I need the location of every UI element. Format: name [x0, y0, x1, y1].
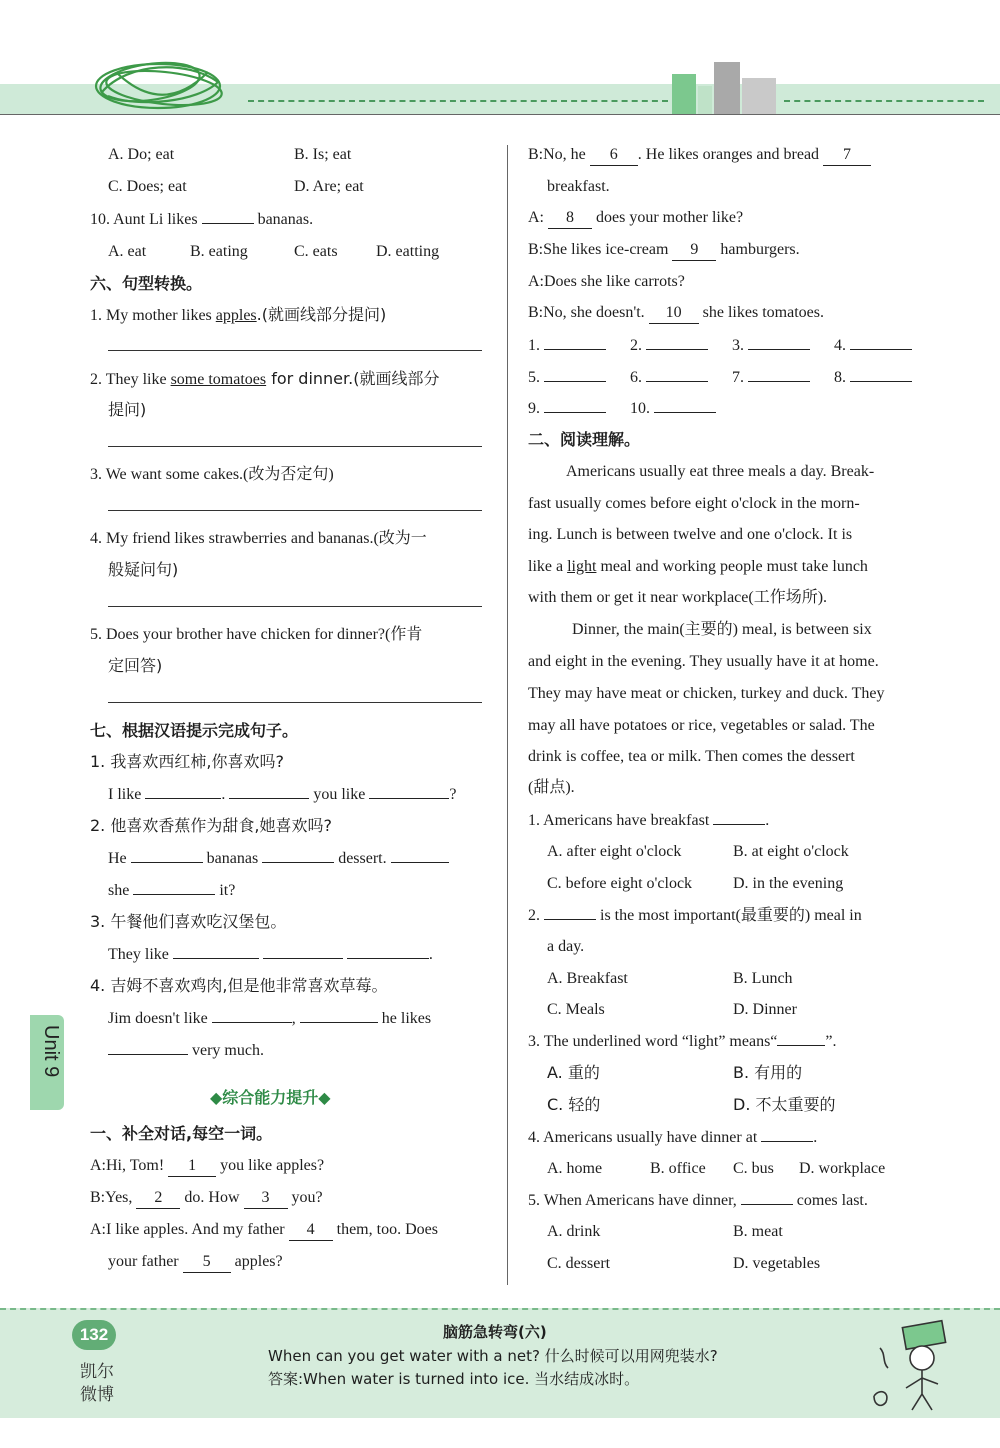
answer-slot-3 — [732, 335, 810, 356]
s6-q4-answer-line — [108, 606, 482, 607]
dialogue-title: 一、补全对话,每空一词。 — [90, 1124, 273, 1143]
s6-q3-answer-line — [108, 510, 482, 511]
page-number: 132 — [72, 1320, 116, 1350]
rq1-option-a: A. after eight o'clock — [547, 843, 682, 860]
s7-q3-blank3 — [347, 944, 429, 959]
answer-num: 5. — [528, 369, 540, 386]
q9-option-b: B. Is; eat — [294, 146, 352, 163]
dlg-blank-9: 9 — [672, 240, 716, 261]
rq2-pre: 2. — [528, 907, 540, 924]
rq3-option-b: B. 有用的 — [733, 1063, 803, 1082]
q10-stem — [90, 209, 313, 230]
dlg-l3-a: A:I like apples. And my father — [90, 1221, 285, 1238]
rq2-blank — [544, 905, 596, 920]
reading-title: 二、阅读理解。 — [528, 430, 641, 449]
brand-line1: 凯尔 — [80, 1362, 114, 1382]
s7-q1-english — [108, 784, 456, 805]
rq1-option-c: C. before eight o'clock — [547, 875, 693, 892]
s6-q2-answer-line — [108, 446, 482, 447]
s7-q4-blank2 — [300, 1008, 378, 1023]
answer-slot-1 — [528, 335, 606, 356]
rq5-text: 5. When Americans have dinner, — [528, 1192, 737, 1209]
answer-slot-7 — [732, 367, 810, 388]
rq5-option-c: C. dessert — [547, 1255, 611, 1272]
rq3-end: ”. — [825, 1033, 837, 1050]
s7-q2-blank2 — [262, 848, 334, 863]
s6-q2-underlined: some tomatoes — [170, 371, 267, 388]
s6-q1-post: .(就画线部分提问) — [256, 305, 387, 324]
s7-q1-part4: ? — [449, 786, 457, 803]
s6-q5-line2: 定回答) — [108, 656, 163, 675]
s7-q3-blank1 — [173, 944, 259, 959]
rq4-option-a: A. home — [547, 1160, 603, 1177]
passage-p2-line5: drink is coffee, tea or milk. Then comes the dessert — [528, 748, 855, 765]
answer-num: 6. — [630, 369, 642, 386]
answer-slot-6 — [630, 367, 708, 388]
s7-q1-blank2 — [229, 784, 309, 799]
s7-q1-chinese: 1. 我喜欢西红柿,你喜欢吗? — [90, 752, 284, 771]
dlg-blank-6: 6 — [590, 145, 638, 166]
answer-blank — [850, 335, 912, 350]
s7-q4-english-line2 — [108, 1040, 264, 1061]
s7-q4-part4: very much. — [192, 1042, 264, 1059]
q9-option-a: A. Do; eat — [108, 146, 175, 163]
answer-blank — [850, 367, 912, 382]
passage-p2-line4: may all have potatoes or rice, vegetables or salad. The — [528, 717, 875, 734]
dlg-blank-10: 10 — [649, 303, 699, 324]
dialogue-line-4 — [108, 1252, 283, 1273]
rq4-option-c: C. bus — [733, 1160, 774, 1177]
s6-q1-pre: 1. My mother likes — [90, 307, 216, 324]
s7-q2-blank4 — [133, 880, 215, 895]
right-dialogue-line-6 — [528, 303, 824, 324]
header-dash-right — [784, 100, 984, 102]
s6-q2 — [90, 369, 439, 390]
rq1-end: . — [765, 812, 770, 829]
dlg-l1-a: A:Hi, Tom! — [90, 1157, 165, 1174]
answer-num: 10. — [630, 400, 650, 417]
s7-q4-blank1 — [212, 1008, 292, 1023]
right-dialogue-line-4 — [528, 240, 800, 261]
dlg-l3-b: them, too. Does — [336, 1221, 438, 1238]
s7-q4-part1: Jim doesn't like — [108, 1010, 208, 1027]
footer-dash — [0, 1308, 1000, 1310]
answer-blank — [646, 335, 708, 350]
riddle-answer: 答案:When water is turned into ice. 当水结成冰时。 — [268, 1370, 640, 1388]
rq3-option-d: D. 不太重要的 — [733, 1095, 836, 1114]
rq2-option-b: B. Lunch — [733, 970, 793, 987]
section7-title: 七、根据汉语提示完成句子。 — [90, 721, 299, 740]
rq2-option-d: D. Dinner — [733, 1001, 797, 1018]
passage-p2-line3: They may have meat or chicken, turkey and duck. They — [528, 685, 885, 702]
s7-q3-blank2 — [263, 944, 343, 959]
answer-blank — [748, 367, 810, 382]
s6-q5-line1: 5. Does your brother have chicken for dinner?(作肯 — [90, 626, 423, 643]
scribble-decoration — [78, 52, 238, 114]
rdlg-l1-b: . He likes oranges and bread — [637, 146, 820, 163]
passage-p2-line6: (甜点). — [528, 779, 575, 796]
s7-q2-english-line2 — [108, 880, 235, 901]
q10-post: bananas. — [257, 211, 314, 228]
s7-q3-part2: . — [428, 946, 433, 963]
s7-q3-part1: They like — [108, 946, 169, 963]
answer-blank — [544, 367, 606, 382]
s7-q1-blank1 — [145, 784, 221, 799]
rq4-stem — [528, 1127, 817, 1148]
rq4-end: . — [813, 1129, 818, 1146]
dlg-blank-3: 3 — [244, 1188, 288, 1209]
riddle-question: When can you get water with a net? 什么时候可以用网兜装水? — [268, 1347, 718, 1365]
answer-num: 3. — [732, 337, 744, 354]
answer-blank — [544, 398, 606, 413]
dlg-blank-2: 2 — [136, 1188, 180, 1209]
buildings-decoration — [670, 58, 780, 114]
s6-q5-answer-line — [108, 702, 482, 703]
header-dash-left — [248, 100, 668, 102]
rq2-option-c: C. Meals — [547, 1001, 605, 1018]
answer-num: 8. — [834, 369, 846, 386]
dlg-blank-1: 1 — [168, 1156, 216, 1177]
answer-num: 1. — [528, 337, 540, 354]
header-rule — [0, 114, 1000, 115]
s7-q2-chinese: 2. 他喜欢香蕉作为甜食,她喜欢吗? — [90, 816, 332, 835]
passage-p1-line2: fast usually comes before eight o'clock in the morn- — [528, 495, 860, 512]
rq5-option-a: A. drink — [547, 1223, 601, 1240]
q10-option-a: A. eat — [108, 243, 147, 260]
s7-q1-part2: . — [221, 786, 226, 803]
s7-q4-part2: , — [291, 1010, 296, 1027]
dlg-l1-b: you like apples? — [220, 1157, 325, 1174]
rq3-blank — [777, 1031, 825, 1046]
right-dialogue-line-5: A:Does she like carrots? — [528, 273, 685, 290]
rq4-blank — [761, 1127, 813, 1142]
rq1-option-b: B. at eight o'clock — [733, 843, 849, 860]
answer-slot-9 — [528, 398, 606, 419]
riddle-title: 脑筋急转弯(六) — [443, 1323, 547, 1341]
dlg-blank-8: 8 — [548, 208, 592, 229]
rq5-option-b: B. meat — [733, 1223, 783, 1240]
answer-blank — [654, 398, 716, 413]
dlg-l4-a: your father — [108, 1253, 179, 1270]
passage-p2-line2: and eight in the evening. They usually have it at home. — [528, 653, 879, 670]
unit-label: Unit 9 — [40, 1025, 62, 1078]
rq2-stem — [528, 905, 862, 926]
rq5-end: comes last. — [796, 1192, 868, 1209]
rq2-line2: a day. — [547, 938, 585, 955]
answer-num: 9. — [528, 400, 540, 417]
dialogue-line-2 — [90, 1188, 323, 1209]
rq5-blank — [741, 1190, 793, 1205]
answer-slot-10 — [630, 398, 716, 419]
s7-q1-part1: I like — [108, 786, 142, 803]
right-dialogue-line-2: breakfast. — [547, 178, 610, 195]
answer-blank — [544, 335, 606, 350]
s7-q2-part4: she — [108, 882, 130, 899]
dlg-l2-b: do. How — [184, 1189, 240, 1206]
rdlg-l4-b: hamburgers. — [720, 241, 800, 258]
dlg-l2-a: B:Yes, — [90, 1189, 133, 1206]
rq1-option-d: D. in the evening — [733, 875, 844, 892]
rq4-option-d: D. workplace — [799, 1160, 886, 1177]
s7-q1-part3: you like — [313, 786, 366, 803]
dlg-blank-5: 5 — [183, 1252, 231, 1273]
s6-q1-underlined: apples — [215, 307, 257, 324]
rq1-blank — [713, 810, 765, 825]
rq1-stem — [528, 810, 769, 831]
q9-option-c: C. Does; eat — [108, 178, 187, 195]
rq5-option-d: D. vegetables — [733, 1255, 821, 1272]
answer-num: 2. — [630, 337, 642, 354]
s7-q2-blank3 — [391, 848, 449, 863]
answer-slot-5 — [528, 367, 606, 388]
rq5-stem — [528, 1190, 868, 1211]
answer-num: 4. — [834, 337, 846, 354]
right-dialogue-line-1 — [528, 145, 871, 166]
s7-q3-chinese: 3. 午餐他们喜欢吃汉堡包。 — [90, 912, 287, 931]
rq2-option-a: A. Breakfast — [547, 970, 628, 987]
s6-q2-post: for dinner.(就画线部分 — [266, 369, 440, 388]
q10-option-c: C. eats — [294, 243, 338, 260]
rq3-option-c: C. 轻的 — [547, 1095, 601, 1114]
answer-slot-2 — [630, 335, 708, 356]
passage-p1-line3: ing. Lunch is between twelve and one o'clock. It is — [528, 526, 853, 543]
passage-p1-line5: with them or get it near workplace(工作场所). — [528, 589, 828, 606]
q10-option-d: D. eatting — [376, 243, 440, 260]
rdlg-l3-a: A: — [528, 209, 544, 226]
rq1-text: 1. Americans have breakfast — [528, 812, 710, 829]
s6-q2-pre: 2. They like — [90, 371, 171, 388]
q10-option-b: B. eating — [190, 243, 248, 260]
rq2-text: is the most important(最重要的) meal in — [600, 907, 862, 924]
answer-num: 7. — [732, 369, 744, 386]
s6-q1-answer-line — [108, 350, 482, 351]
dlg-blank-4: 4 — [289, 1220, 333, 1241]
answer-blank — [646, 367, 708, 382]
p1-l4-a: like a — [528, 558, 568, 575]
rq4-text: 4. Americans usually have dinner at — [528, 1129, 758, 1146]
q9-option-d: D. Are; eat — [294, 178, 364, 195]
s6-q3: 3. We want some cakes.(改为否定句) — [90, 466, 334, 483]
s6-q4-line1: 4. My friend likes strawberries and bananas.(改为一 — [90, 530, 427, 547]
passage-p1-line1: Americans usually eat three meals a day. Break- — [566, 463, 875, 480]
rdlg-l4-a: B:She likes ice-cream — [528, 241, 669, 258]
s6-q2-line2: 提问) — [108, 400, 147, 419]
right-dialogue-line-3 — [528, 208, 743, 229]
underlined-word-light: light — [567, 558, 597, 575]
s7-q4-blank3 — [108, 1040, 188, 1055]
cartoon-boy-icon — [860, 1318, 970, 1414]
s7-q2-blank1 — [131, 848, 203, 863]
answer-slot-4 — [834, 335, 912, 356]
p1-l4-b: meal and working people must take lunch — [596, 558, 868, 575]
s7-q4-part3: he likes — [381, 1010, 432, 1027]
s6-q1 — [90, 305, 386, 326]
dlg-l2-c: you? — [291, 1189, 323, 1206]
brand-line2: 微博 — [80, 1385, 114, 1405]
passage-p2-line1: Dinner, the main(主要的) meal, is between six — [572, 621, 872, 638]
s7-q2-part3: dessert. — [338, 850, 387, 867]
column-divider — [507, 145, 508, 1285]
rdlg-l1-a: B:No, he — [528, 146, 586, 163]
s7-q3-english — [108, 944, 433, 965]
rq4-option-b: B. office — [650, 1160, 706, 1177]
q10-blank — [202, 209, 254, 224]
rq3-stem — [528, 1031, 837, 1052]
q10-pre: 10. Aunt Li likes — [90, 211, 198, 228]
rq3-text: 3. The underlined word “light” means“ — [528, 1033, 778, 1050]
rdlg-l6-b: she likes tomatoes. — [702, 304, 824, 321]
rdlg-l3-b: does your mother like? — [596, 209, 744, 226]
s6-q4-line2: 般疑问句) — [108, 560, 179, 579]
s7-q2-part2: bananas — [206, 850, 259, 867]
s7-q2-part5: it? — [219, 882, 236, 899]
section6-title: 六、句型转换。 — [90, 274, 203, 293]
s7-q1-blank3 — [369, 784, 449, 799]
passage-p1-line4 — [528, 557, 868, 577]
comprehensive-title: ◆综合能力提升◆ — [210, 1088, 331, 1107]
answer-slot-8 — [834, 367, 912, 388]
rdlg-l6-a: B:No, she doesn't. — [528, 304, 645, 321]
rq3-option-a: A. 重的 — [547, 1063, 600, 1082]
dialogue-line-3 — [90, 1220, 438, 1241]
dialogue-line-1 — [90, 1156, 324, 1177]
s7-q4-chinese: 4. 吉姆不喜欢鸡肉,但是他非常喜欢草莓。 — [90, 976, 388, 995]
s7-q2-english-line1 — [108, 848, 449, 869]
dlg-blank-7: 7 — [823, 145, 871, 166]
answer-blank — [748, 335, 810, 350]
s7-q4-english-line1 — [108, 1008, 431, 1029]
s7-q2-part1: He — [108, 850, 127, 867]
dlg-l4-b: apples? — [234, 1253, 283, 1270]
